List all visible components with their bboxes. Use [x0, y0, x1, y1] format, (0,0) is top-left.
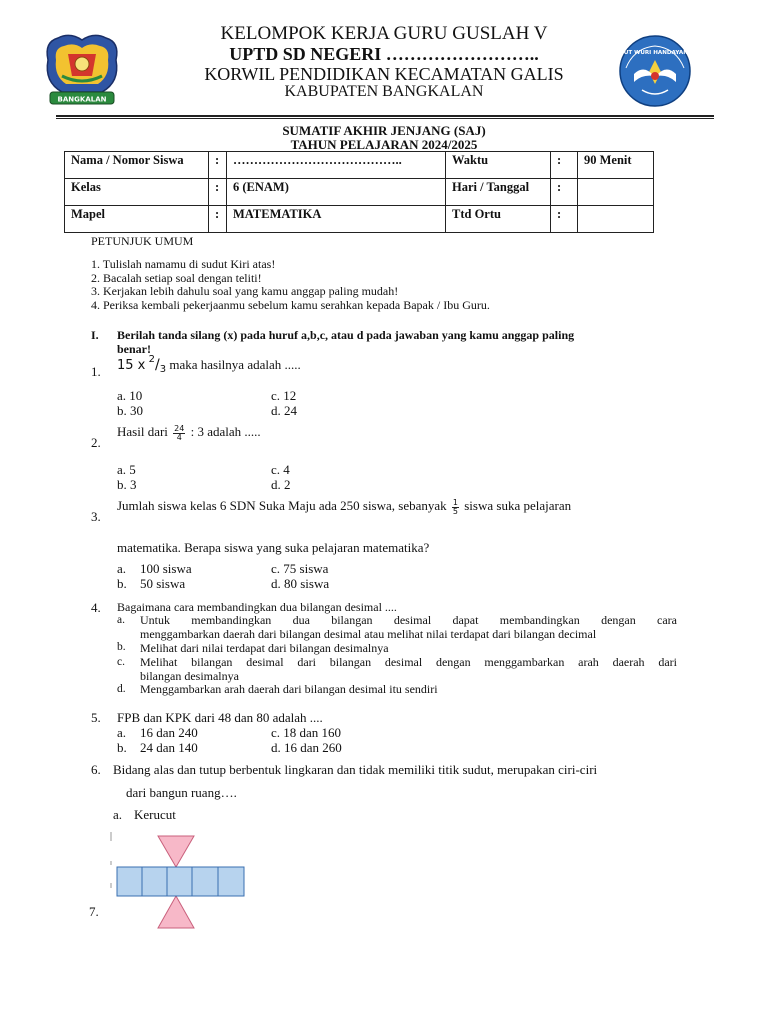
option-c[interactable]: c. 12	[271, 388, 297, 403]
net-face	[142, 867, 167, 896]
q3-text-pre: Jumlah siswa kelas 6 SDN Suka Maju ada 250 siswa, sebanyak	[117, 498, 450, 513]
option-b[interactable]: 50 siswa	[140, 576, 186, 591]
table-row	[65, 206, 654, 233]
option-c[interactable]: c. 4	[271, 462, 290, 477]
q3-text-line-2: matematika. Berapa siswa yang suka pelajaran matematika?	[117, 540, 430, 555]
header-line-1: KELOMPOK KERJA GURU GUSLAH V	[220, 23, 548, 44]
q1-text: maka hasilnya adalah .....	[166, 357, 301, 372]
question-number: 4.	[91, 600, 101, 615]
header-rule-thick	[56, 115, 714, 117]
instruction-item: 1. Tulislah namamu di sudut Kiri atas!	[91, 257, 276, 271]
question-5: FPB dan KPK dari 48 dan 80 adalah ....	[117, 710, 323, 725]
question-number: 2.	[91, 435, 101, 450]
question-1: 15 x $^2/_3$ maka hasilnya adalah .....	[117, 354, 301, 375]
instruction-item: 2. Bacalah setiap soal dengan teliti!	[91, 271, 262, 285]
option-b[interactable]: 24 dan 140	[140, 740, 198, 755]
option-b[interactable]: Melihat dari nilai terdapat dari bilangan desimalnya	[140, 641, 389, 655]
name-label: Nama / Nomor Siswa	[65, 152, 209, 179]
option-d[interactable]: d. 2	[271, 477, 291, 492]
prism-net-figure	[108, 828, 256, 930]
net-bottom-triangle	[158, 896, 194, 928]
parent-signature-value[interactable]	[578, 206, 654, 233]
instruction-item: 4. Periksa kembali pekerjaanmu sebelum kamu serahkan kepada Bapak / Ibu Guru.	[91, 298, 490, 312]
exam-title: SUMATIF AKHIR JENJANG (SAJ)	[282, 123, 486, 138]
colon: :	[209, 179, 227, 206]
parent-signature-label: Ttd Ortu	[446, 206, 551, 233]
logo-left-text: BANGKALAN	[57, 95, 107, 104]
q3-fraction-denominator: 5	[452, 506, 458, 516]
header-line-2: UPTD SD NEGERI ……………………..	[229, 44, 539, 64]
time-value: 90 Menit	[578, 152, 654, 179]
question-number: 5.	[91, 710, 101, 725]
exam-year: TAHUN PELAJARAN 2024/2025	[290, 137, 478, 152]
table-row	[65, 152, 654, 179]
option-c-letter: c.	[117, 656, 125, 668]
q3-fraction-numerator: 1	[452, 497, 458, 507]
question-6: Bidang alas dan tutup berbentuk lingkaran dan tidak memiliki titik sudut, merupakan ciri-ciri	[113, 762, 598, 777]
question-number: 7.	[89, 904, 99, 919]
q2-fraction	[173, 425, 185, 442]
q3-fraction	[452, 499, 459, 516]
option-a[interactable]: Untuk membandingkan dua bilangan desimal dapat membandingkan dengan cara	[140, 613, 677, 627]
colon: :	[551, 179, 578, 206]
option-d[interactable]: d. 16 dan 260	[271, 740, 342, 755]
name-value[interactable]: …………………………………..	[227, 152, 446, 179]
option-a[interactable]: 100 siswa	[140, 561, 192, 576]
question-number: 1.	[91, 364, 101, 379]
instructions-heading: PETUNJUK UMUM	[91, 234, 194, 248]
option-c-cont[interactable]: bilangan desimalnya	[140, 669, 239, 683]
q1-fraction-numerator: 2	[148, 354, 155, 365]
question-number: 6.	[91, 762, 101, 777]
question-6-cont: dari bangun ruang….	[126, 785, 237, 800]
option-c[interactable]: c. 75 siswa	[271, 561, 329, 576]
option-b-letter: b.	[117, 740, 127, 755]
instruction-item: 3. Kerjakan lebih dahulu soal yang kamu anggap paling mudah!	[91, 284, 399, 298]
net-face	[167, 867, 192, 896]
question-2	[117, 424, 261, 442]
option-a[interactable]: a. 10	[117, 388, 143, 403]
time-label: Waktu	[446, 152, 551, 179]
option-a[interactable]: a. 5	[117, 462, 136, 477]
question-4: Bagaimana cara membandingkan dua bilangan desimal ....	[117, 600, 397, 614]
option-a-letter: a.	[113, 807, 123, 822]
colon: :	[551, 206, 578, 233]
colon: :	[209, 152, 227, 179]
option-a-letter: a.	[117, 614, 125, 626]
colon: :	[551, 152, 578, 179]
q1-fraction-denominator: 3	[159, 364, 167, 375]
colon: :	[209, 206, 227, 233]
option-a[interactable]: 16 dan 240	[140, 725, 198, 740]
subject-label: Mapel	[65, 206, 209, 233]
option-a-cont[interactable]: menggambarkan daerah dari bilangan desimal atau melihat nilai terdapat dari bilangan decimal	[140, 627, 597, 641]
date-label: Hari / Tanggal	[446, 179, 551, 206]
net-face	[117, 867, 142, 896]
q2-fraction-denominator: 4	[176, 432, 182, 442]
net-top-triangle	[158, 836, 194, 867]
q2-fraction-numerator: 24	[174, 423, 185, 433]
option-a[interactable]: Kerucut	[134, 807, 176, 822]
date-value[interactable]	[578, 179, 654, 206]
section-instruction: Berilah tanda silang (x) pada huruf a,b,c, atau d pada jawaban yang kamu anggap paling	[117, 328, 575, 342]
header-line-3: KORWIL PENDIDIKAN KECAMATAN GALIS	[204, 64, 564, 84]
question-3	[117, 498, 571, 516]
question-number: 3.	[91, 509, 101, 524]
option-c[interactable]: c. 18 dan 160	[271, 725, 342, 740]
logo-right-text: TUT WURI HANDAYANI	[620, 50, 690, 56]
q2-text-post: : 3 adalah .....	[187, 424, 261, 439]
student-info-table	[64, 151, 654, 233]
header-line-4: KABUPATEN BANGKALAN	[284, 83, 484, 100]
section-number: I.	[91, 328, 99, 342]
option-b-letter: b.	[117, 641, 126, 653]
section-instruction-cont: benar!	[117, 342, 151, 356]
option-b-letter: b.	[117, 576, 127, 591]
q2-text-pre: Hasil dari	[117, 424, 172, 439]
class-value: 6 (ENAM)	[227, 179, 446, 206]
net-face	[218, 867, 244, 896]
option-a-letter: a.	[117, 725, 127, 740]
option-b[interactable]: b. 30	[117, 403, 143, 418]
option-d[interactable]: Menggambarkan arah daerah dari bilangan desimal itu sendiri	[140, 682, 438, 696]
net-face	[192, 867, 218, 896]
option-d-letter: d.	[117, 683, 126, 695]
table-row	[65, 179, 654, 206]
option-c[interactable]: Melihat bilangan desimal dari bilangan desimal dengan menggambarkan arah daerah dari	[140, 655, 677, 669]
class-label: Kelas	[65, 179, 209, 206]
option-b[interactable]: b. 3	[117, 477, 137, 492]
option-a-letter: a.	[117, 561, 127, 576]
option-d[interactable]: d. 24	[271, 403, 297, 418]
q1-expression: 15 x	[117, 358, 146, 373]
subject-value: MATEMATIKA	[227, 206, 446, 233]
header-rule-thin	[56, 118, 714, 119]
option-d[interactable]: d. 80 siswa	[271, 576, 330, 591]
q3-text-post: siswa suka pelajaran	[461, 498, 572, 513]
